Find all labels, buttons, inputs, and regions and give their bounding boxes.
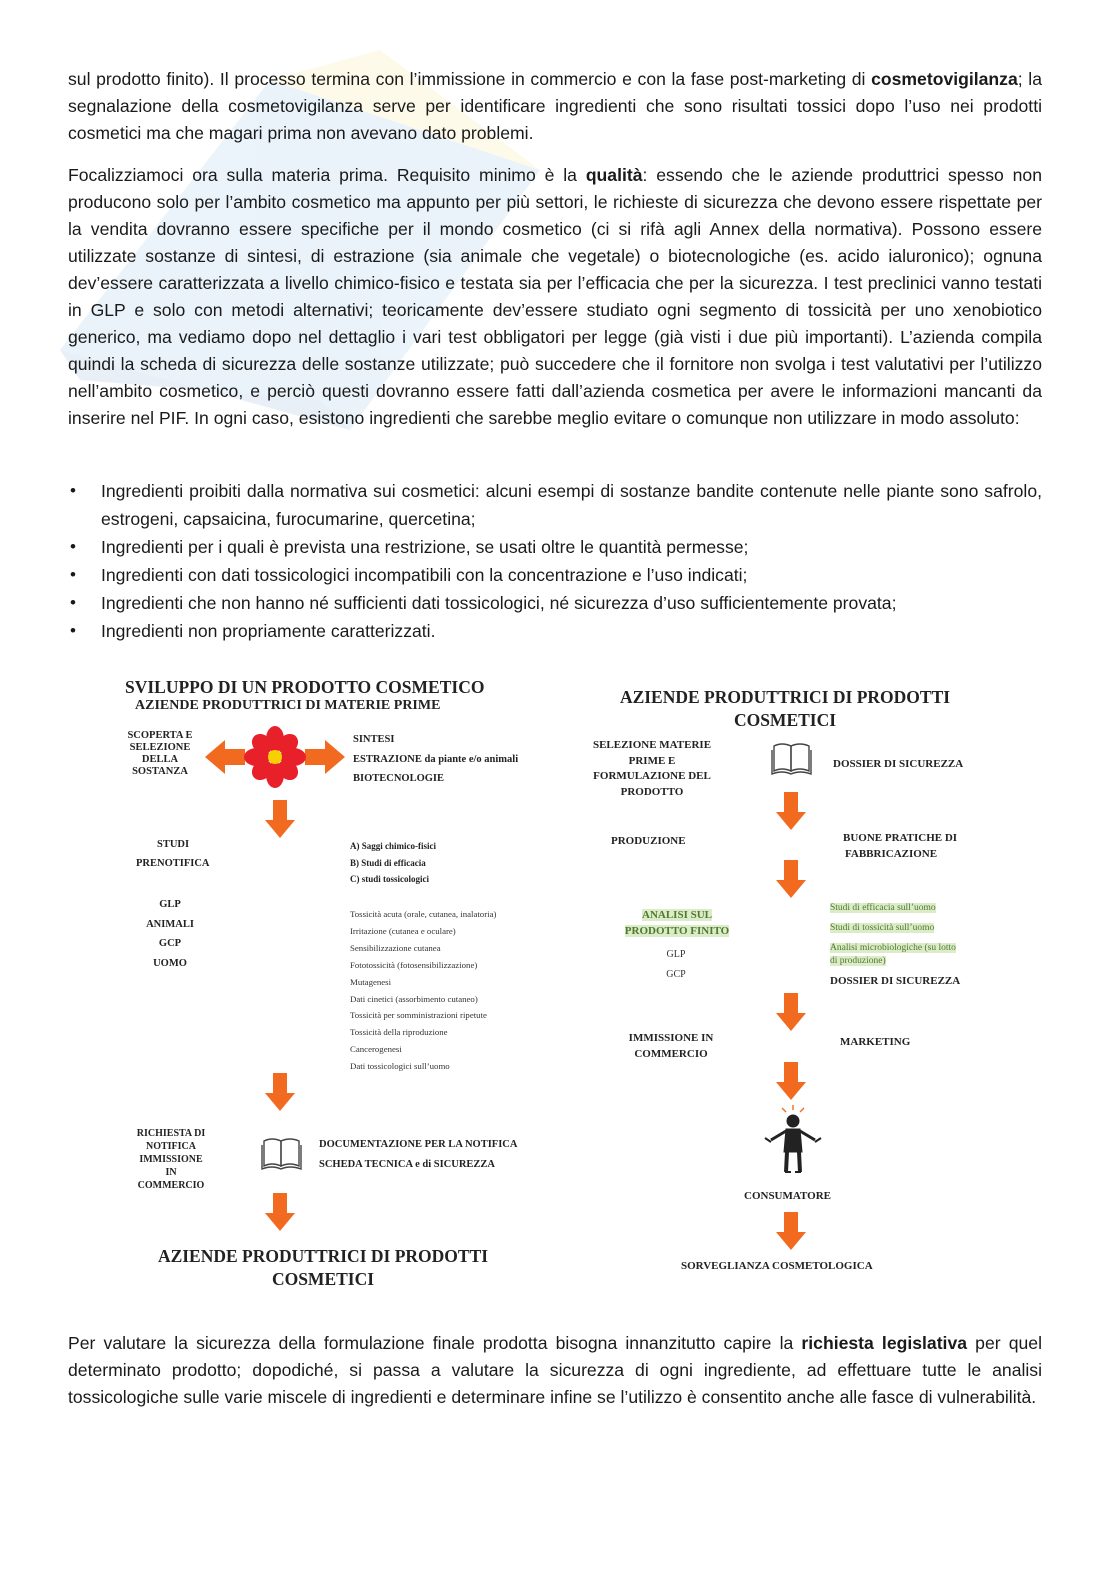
discovery-label: SCOPERTA E SELEZIONE DELLA SOSTANZA — [127, 730, 193, 778]
paragraph-2: Focalizziamoci ora sulla materia prima. Requisito minimo è la qualità: essendo che le aziende produttrici spesso non producono solo per l’ambito cosmetico ma appunto per più settori, le richieste di sicurezza che devono essere rispettate per la vendita dovranno essere specifiche per il mondo cosmetico (ci si rifà agli Annex della normativa). Possono essere utilizzate sostanze di sintesi, di estrazione (sia animale che vegetale) o biotecnologiche (es. acido ialuronico); ognuna dev’essere caratterizzata a livello chimico-fisico e testata sia per l’efficacia che per la sicurezza. I test preclinici vanno testati in GLP e solo con metodi alternativi; teoricamente dev’essere studiato ogni segmento di tossicità per uno xenobiotico generico, ma vediamo dopo nel dettaglio i vari test obbligatori per legge (già visti i due più importanti). L’azienda compila quindi la scheda di sicurezza delle sostanze utilizzate; può succedere che il fornitore non svolga i test valutativi per l’utilizzo nell’ambito cosmetico, e perciò questi dovranno essere fatti dall’azienda cosmetica per avere le informazioni mancanti da inserire nel PIF. In ogni caso, esistono ingredienti che sarebbe meglio evitare o comunque non utilizzare in modo assoluto: — [68, 165, 1042, 428]
dossier-label-1: DOSSIER DI SICUREZZA — [833, 758, 964, 770]
list-item: • Ingredienti per i quali è prevista una restrizione, se usati oltre le quantità permesse; — [68, 533, 1042, 561]
book-icon — [772, 744, 811, 774]
consumer-person-icon — [765, 1105, 821, 1172]
tox-tests-list: Tossicità acuta (orale, cutanea, inalatoria) Irritazione (cutanea e oculare) Sensibilizzazione cutanea Fototossicità (fotosensibilizzazione) Mutagenesi Dati cinetici (assorbimento cutaneo) Tossicità per somministrazioni ripetute Tossicità della riproduzione Cancerogenesi Dati tossicologici sull’uomo — [350, 909, 497, 1072]
production-label: PRODUZIONE — [611, 835, 686, 847]
down-arrow — [265, 1073, 295, 1111]
studi-label: STUDI — [157, 839, 190, 850]
dossier-label-2: DOSSIER DI SICUREZZA — [830, 975, 961, 987]
prenotifica-label: PRENOTIFICA — [136, 858, 210, 869]
down-arrow — [776, 860, 806, 898]
market-entry-label: IMMISSIONE IN COMMERCIO — [628, 1032, 714, 1060]
figure-right-title: AZIENDE PRODUTTRICI DI PRODOTTI COSMETICI — [619, 687, 951, 730]
down-arrow — [776, 792, 806, 830]
bold-term-qualita: qualità — [585, 165, 643, 185]
figure-left-bottom: AZIENDE PRODUTTRICI DI PRODOTTI COSMETICI — [157, 1246, 489, 1289]
right-arrow — [305, 740, 345, 774]
documentation-label: DOCUMENTAZIONE PER LA NOTIFICA SCHEDA TECNICA e di SICUREZZA — [319, 1139, 518, 1170]
gmp-label: BUONE PRATICHE DI FABBRICAZIONE — [843, 832, 958, 860]
flower-icon — [244, 726, 306, 788]
down-arrow — [265, 1193, 295, 1231]
marketing-label: MARKETING — [840, 1036, 911, 1048]
analysis-label: ANALISI SUL PRODOTTO FINITO — [624, 909, 730, 937]
list-item: • Ingredienti non propriamente caratterizzati. — [68, 617, 1042, 645]
study-types: A) Saggi chimico-fisici B) Studi di efficacia C) studi tossicologici — [350, 841, 436, 884]
surveillance-label: SORVEGLIANZA COSMETOLOGICA — [681, 1260, 873, 1272]
consumer-label: CONSUMATORE — [744, 1190, 831, 1202]
figure-left-subtitle: AZIENDE PRODUTTRICI DI MATERIE PRIME — [135, 698, 441, 713]
list-item: • Ingredienti con dati tossicologici incompatibili con la concentrazione e l’uso indicati; — [68, 561, 1042, 589]
down-arrow — [265, 800, 295, 838]
selection-label: SELEZIONE MATERIE PRIME E FORMULAZIONE DEL PRODOTTO — [592, 739, 712, 798]
bold-term-richiesta-legislativa: richiesta legislativa — [801, 1333, 968, 1353]
list-item: • Ingredienti proibiti dalla normativa sui cosmetici: alcuni esempi di sostanze bandite contenute nelle piante sono safrolo, estrogeni, capsaicina, furocumarine, quercetina; — [68, 477, 1042, 533]
standards-list: GLP ANIMALI GCP UOMO — [146, 899, 194, 969]
sources-label: SINTESI ESTRAZIONE da piante e/o animali BIOTECNOLOGIE — [353, 734, 519, 784]
analysis-standards: GLP GCP — [666, 949, 686, 980]
bold-term-cosmetovigilanza: cosmetovigilanza — [871, 69, 1018, 89]
down-arrow — [776, 1062, 806, 1100]
notification-request: RICHIESTA DI NOTIFICA IMMISSIONE IN COMMERCIO — [136, 1128, 206, 1191]
human-studies: Studi di efficacia sull’uomo Studi di tossicità sull’uomo Analisi microbiologiche (su lotto di produzione) — [830, 903, 956, 966]
book-icon — [262, 1139, 301, 1169]
paragraph-1: sul prodotto finito). Il processo termina con l’immissione in commercio e con la fase post-marketing di cosmetovigilanza; la segnalazione della cosmetovigilanza serve per identificare ingredienti che sono risultati tossici dopo l’uso nei prodotti cosmetici ma che magari prima non avevano dato problemi. — [68, 69, 1042, 143]
down-arrow — [776, 993, 806, 1031]
list-item: • Ingredienti che non hanno né sufficienti dati tossicologici, né sicurezza d’uso sufficientemente provata; — [68, 589, 1042, 617]
left-arrow — [205, 740, 245, 774]
down-arrow — [776, 1212, 806, 1250]
paragraph-3: Per valutare la sicurezza della formulazione finale prodotta bisogna innanzitutto capire la richiesta legislativa per quel determinato prodotto; dopodiché, si passa a valutare la sicurezza di ogni ingrediente, ad effettuare tutte le analisi tossicologiche sulle varie miscele di ingredienti e determinare infine se l’utilizzo è consentito anche alle fasce di vulnerabilità. — [68, 1333, 1042, 1407]
figure-left-title: SVILUPPO DI UN PRODOTTO COSMETICO — [125, 677, 485, 697]
